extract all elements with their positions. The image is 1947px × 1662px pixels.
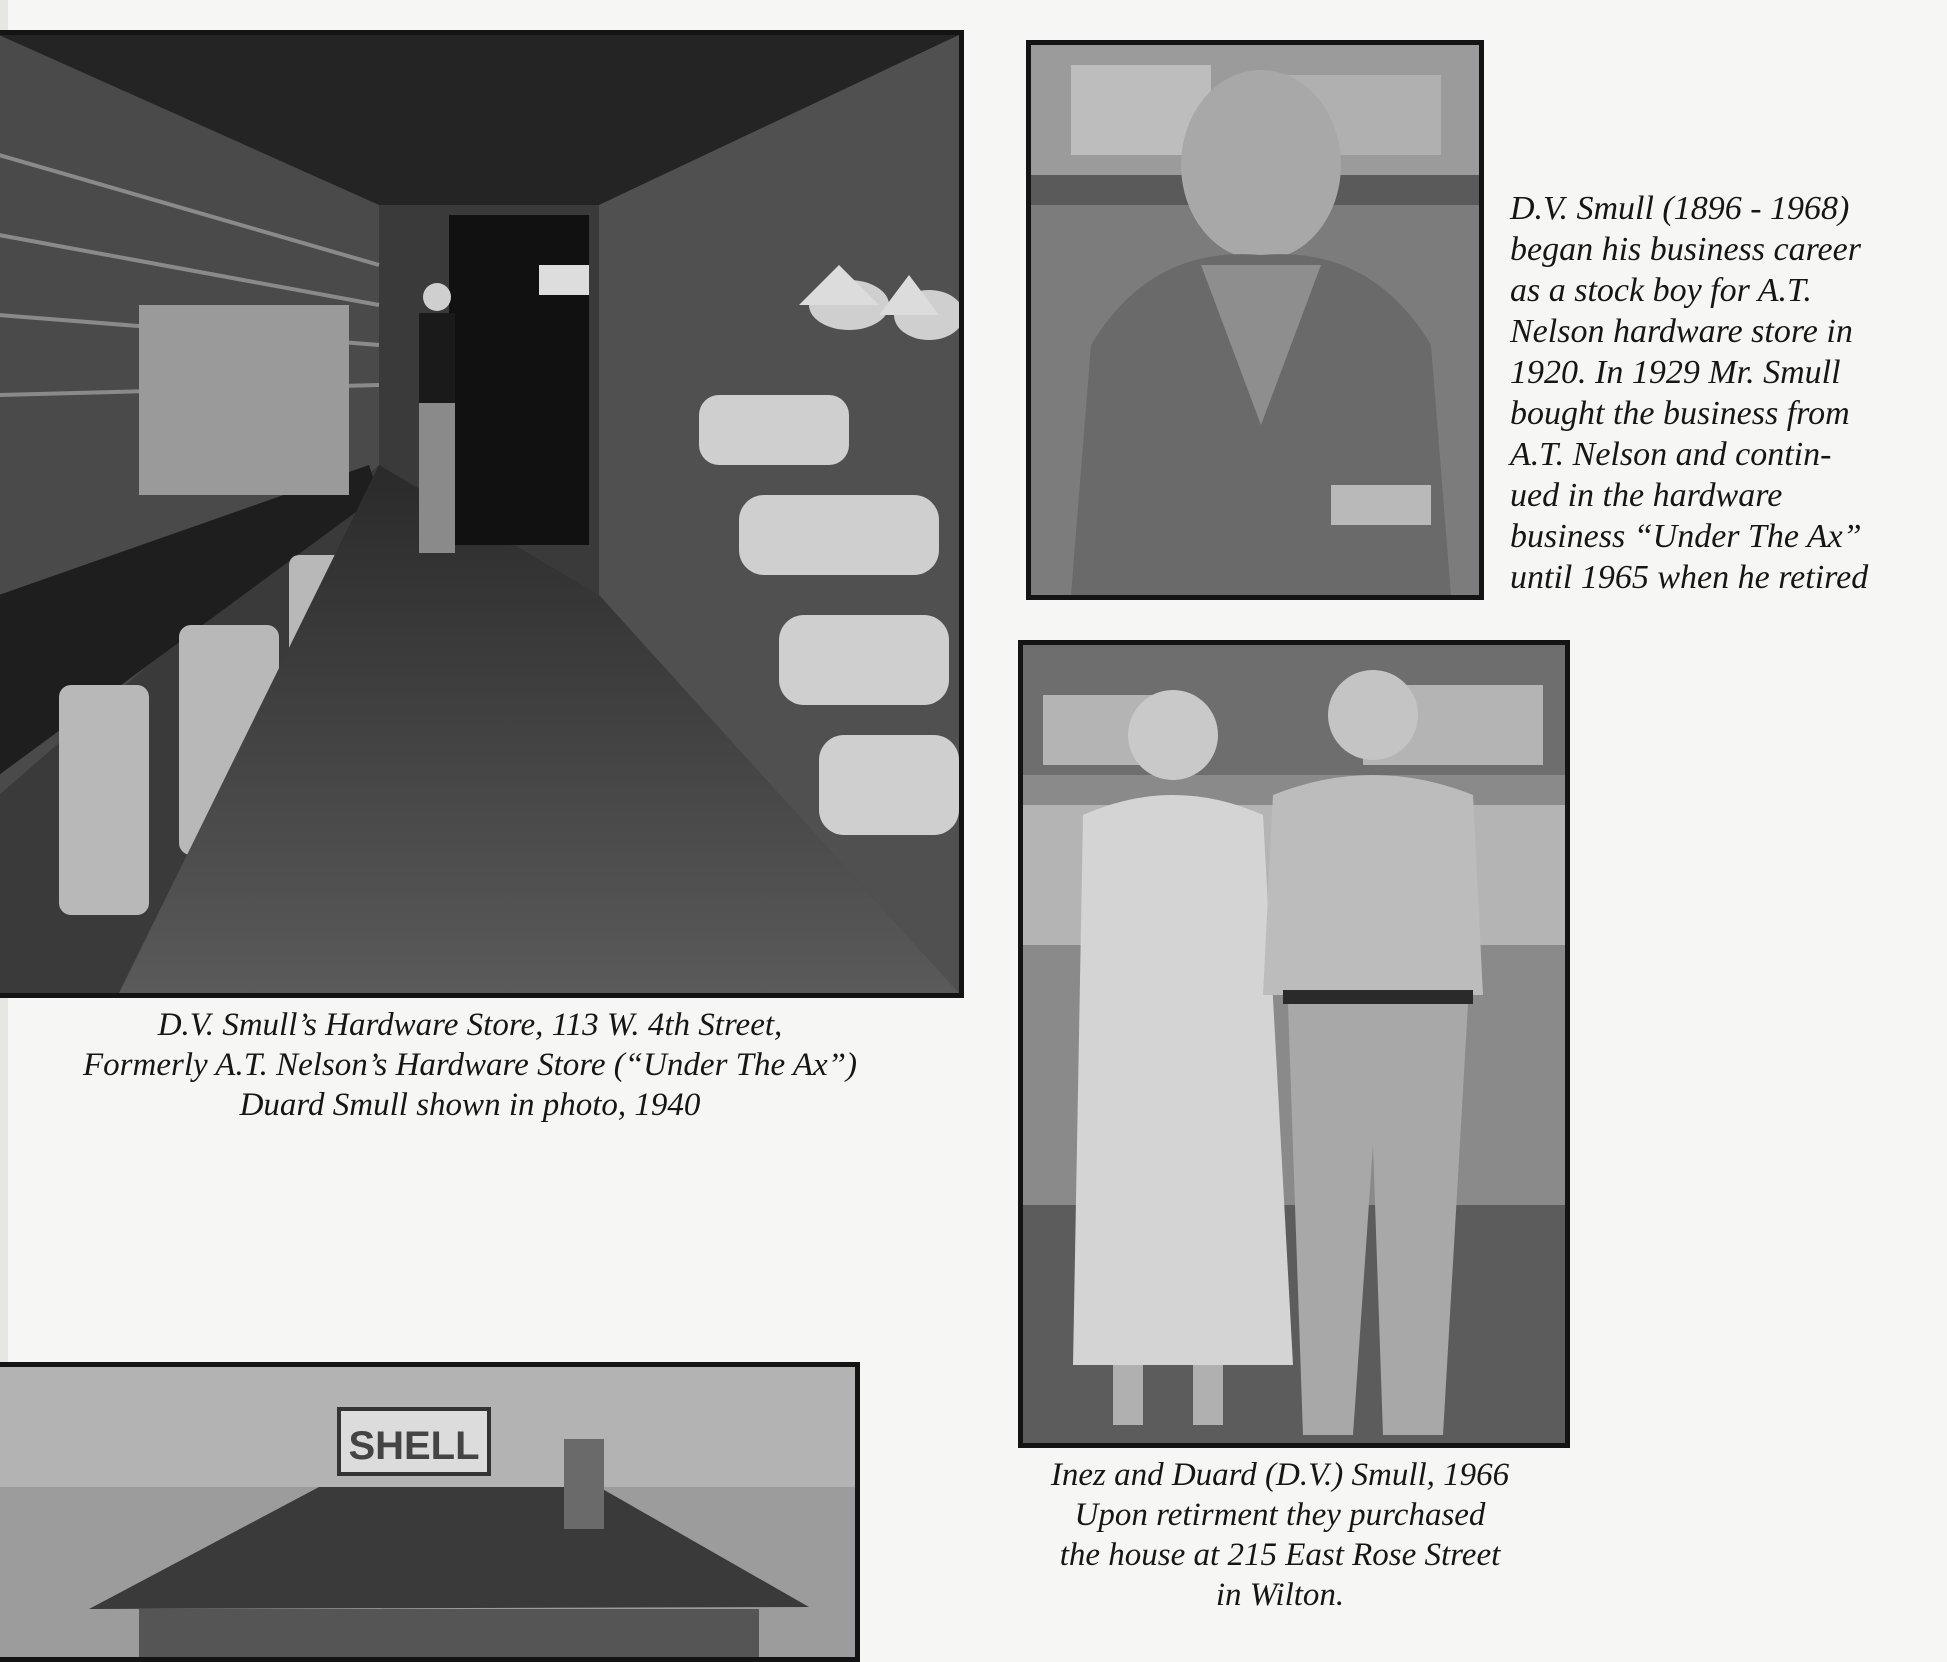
caption-line: as a stock boy for A.T. bbox=[1510, 272, 1812, 309]
caption-line: Nelson hardware store in bbox=[1510, 313, 1853, 350]
couple-illustration bbox=[1023, 645, 1565, 1443]
caption-line: Inez and Duard (D.V.) Smull, 1966 bbox=[1050, 1457, 1510, 1493]
caption-line: 1920. In 1929 Mr. Smull bbox=[1510, 354, 1841, 391]
caption-line: A.T. Nelson and contin- bbox=[1510, 436, 1832, 473]
caption-line: Upon retirment they purchased bbox=[1074, 1497, 1486, 1533]
caption-line: until 1965 when he retired bbox=[1510, 559, 1869, 596]
store-interior-photo bbox=[0, 30, 964, 998]
portrait-illustration bbox=[1031, 45, 1479, 595]
bio-caption bbox=[1510, 188, 1868, 598]
store-interior-illustration bbox=[0, 35, 959, 993]
caption-line: D.V. Smull (1896 - 1968) bbox=[1510, 190, 1850, 227]
portrait-photo bbox=[1026, 40, 1484, 600]
couple-photo bbox=[1018, 640, 1570, 1448]
couple-photo-caption bbox=[960, 1455, 1600, 1615]
caption-line: bought the business from bbox=[1510, 395, 1850, 432]
caption-line: business “Under The Ax” bbox=[1510, 518, 1862, 555]
shell-sign-text: SHELL bbox=[348, 1424, 480, 1468]
shell-station-illustration bbox=[0, 1367, 855, 1657]
store-photo-caption bbox=[0, 1005, 950, 1125]
caption-line: the house at 215 East Rose Street bbox=[1059, 1537, 1501, 1573]
caption-line: in Wilton. bbox=[1215, 1577, 1345, 1613]
shell-station-photo bbox=[0, 1362, 860, 1662]
caption-line: began his business career bbox=[1510, 231, 1861, 268]
caption-line: ued in the hardware bbox=[1510, 477, 1783, 514]
caption-line: Formerly A.T. Nelson’s Hardware Store (“Under The Ax”) bbox=[83, 1047, 857, 1083]
caption-line: D.V. Smull’s Hardware Store, 113 W. 4th Street, bbox=[157, 1007, 783, 1043]
caption-line: Duard Smull shown in photo, 1940 bbox=[239, 1087, 701, 1123]
